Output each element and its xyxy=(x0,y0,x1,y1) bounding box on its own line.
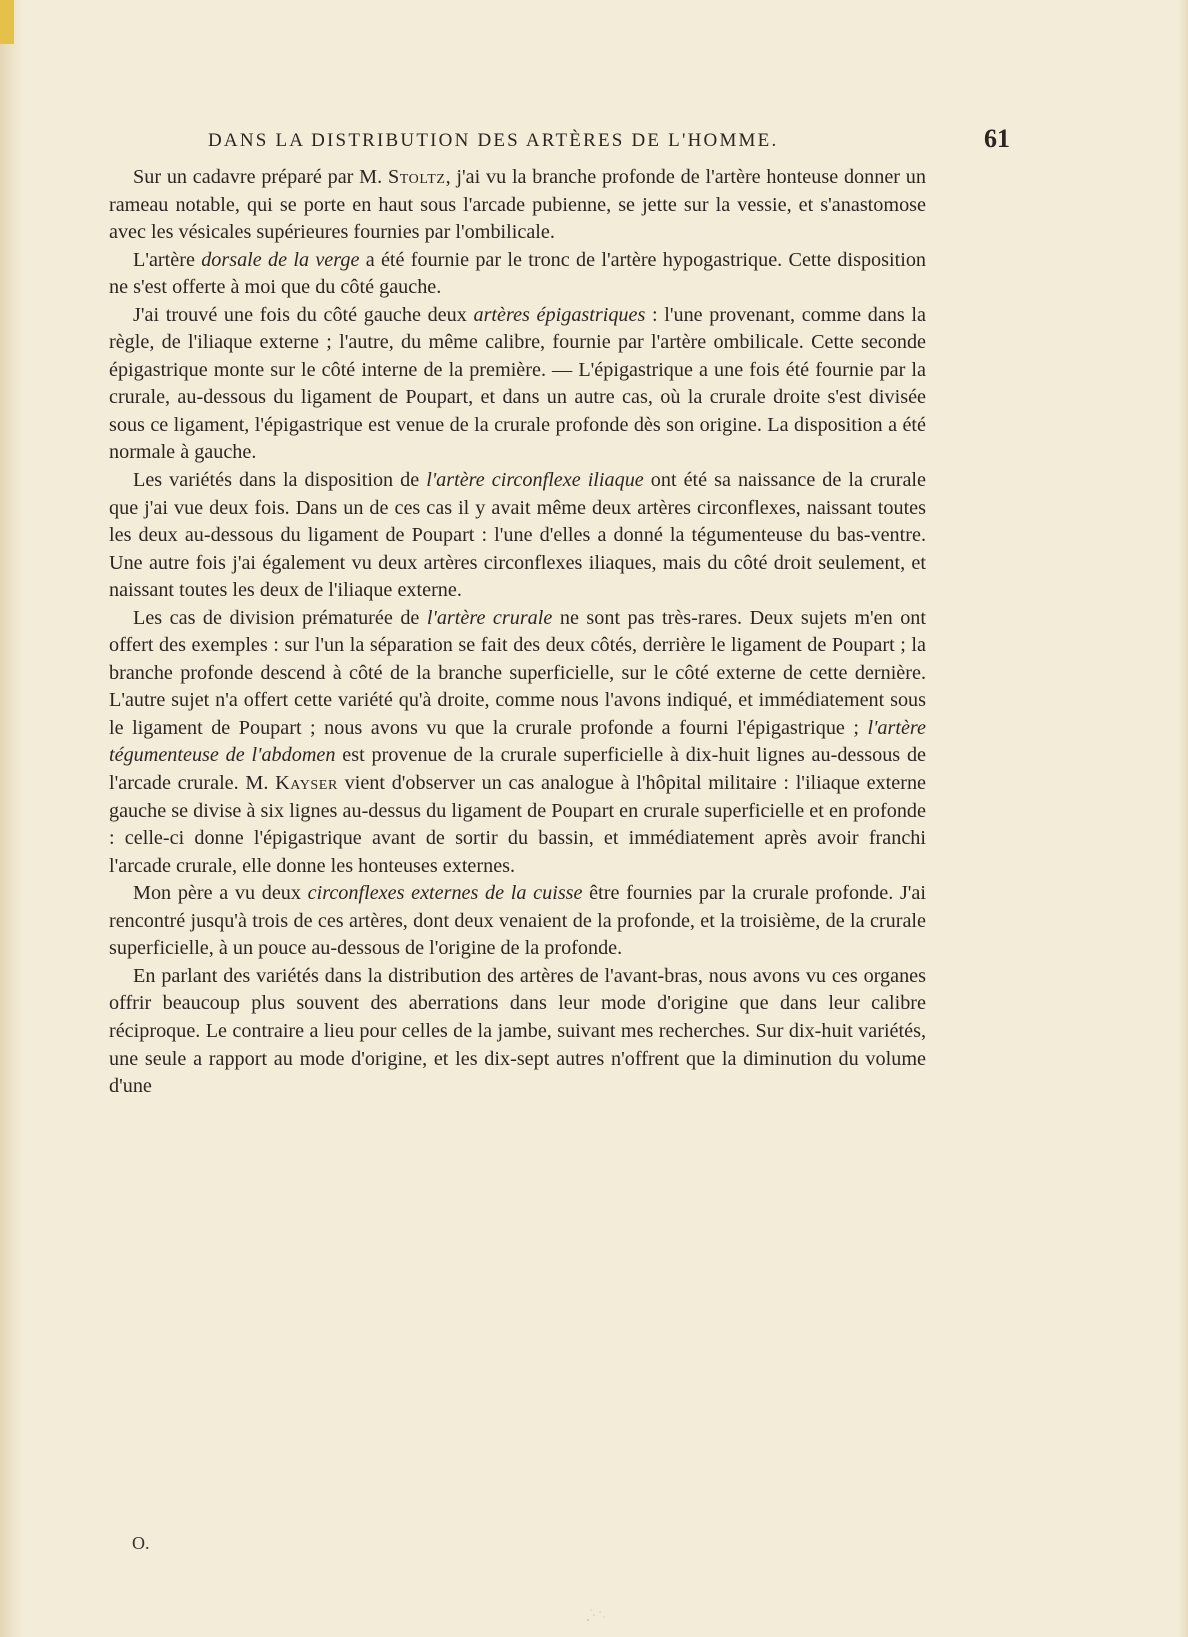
text-run: a été fournie par le tronc de l'artère hypogastrique. Cette disposition ne s'est offerte à moi que du côté gauche. xyxy=(109,248,927,299)
italic-term: l'artère tégumenteuse de l'abdomen xyxy=(109,716,926,767)
paragraph xyxy=(109,247,926,302)
paper-speck xyxy=(582,1606,612,1626)
text-run: Mon père a vu deux xyxy=(133,882,308,905)
text-run: : l'une provenant, comme dans la règle, de l'iliaque externe ; l'autre, du même calibre, fournie par l'artère ombilicale. Cette seconde épigastrique monte sur le côté interne de la première. — L'épigastrique a une fois été fournie par la crurale, au-dessous du ligament de Poupart, et dans un autre cas, où la crurale droite s'est divisée sous ce ligament, l'épigastrique est venue de la crurale profonde dès son origine. La disposition a été normale à gauche. xyxy=(109,303,926,464)
paragraph xyxy=(109,467,926,605)
text-run: est provenue de la crurale superficielle à dix-huit lignes au-dessous de l'arcade crurale. M. xyxy=(109,744,926,795)
text-run: Les cas de division prématurée de xyxy=(133,606,427,629)
author-name: Stoltz xyxy=(387,166,446,188)
paragraph xyxy=(109,605,926,880)
page-right-edge xyxy=(1178,0,1188,1637)
page-number: 61 xyxy=(984,124,1010,153)
italic-term: l'artère crurale xyxy=(426,606,553,629)
italic-term: circonflexes externes de la cuisse xyxy=(307,882,583,905)
text-run: En parlant des variétés dans la distribution des artères de l'avant-bras, nous avons vu ces organes offrir beaucoup plus souvent des aberrations dans leur mode d'origine que dans leur calibre réciproque. Le contraire a lieu pour celles de la jambe, suivant mes recherches. Sur dix-huit variétés, une seule a rapport au mode d'origine, et les dix-sept autres n'offrent que la diminution du volume d'une xyxy=(109,964,926,1098)
text-run: L'artère xyxy=(133,248,202,271)
paragraph xyxy=(109,164,926,247)
page-left-edge xyxy=(0,0,22,1637)
text-run: être fournies par la crurale profonde. J'ai rencontré jusqu'à trois de ces artères, dont deux venaient de la profonde, et la troisième, de la crurale superficielle, à un pouce au-dessous de l'origine de la profonde. xyxy=(109,882,927,960)
text-run: Sur un cadavre préparé par M. xyxy=(133,166,388,188)
text-run: , j'ai vu la branche profonde de l'artère honteuse donner un rameau notable, qui se porte en haut sous l'arcade pubienne, se jette sur la vessie, et s'anastomose avec les vésicales supérieures fournies par l'ombilicale. xyxy=(109,166,926,244)
corner-tab-mark xyxy=(0,0,14,44)
italic-term: artères épigastriques xyxy=(473,303,646,326)
text-run: Les variétés dans la disposition de xyxy=(133,469,427,492)
author-name: Kayser xyxy=(275,772,338,795)
italic-term: dorsale de la verge xyxy=(201,248,360,271)
signature-mark: O. xyxy=(132,1533,150,1553)
paragraph xyxy=(109,880,926,963)
paragraph xyxy=(109,963,926,1101)
italic-term: l'artère circonflexe iliaque xyxy=(426,469,644,492)
paragraph xyxy=(109,302,926,467)
text-run: vient d'observer un cas analogue à l'hôpital militaire : l'iliaque externe gauche se divise à six lignes au-dessus du ligament de Poupart en crurale superficielle et en profonde : celle-ci donne l'épigastrique avant de sortir du bassin, et immédiatement après avoir franchi l'arcade crurale, elle donne les honteuses externes. xyxy=(109,772,926,877)
body-text xyxy=(109,164,926,1101)
running-head: DANS LA DISTRIBUTION DES ARTÈRES DE L'HOMME. xyxy=(208,130,779,151)
text-run: ne sont pas très-rares. Deux sujets m'en ont offert des exemples : sur l'un la séparation se fait des deux côtés, derrière le ligament de Poupart ; la branche profonde descend à côté de la branche superficielle, sur le côté externe de cette dernière. L'autre sujet n'a offert cette variété qu'à droite, comme nous l'avons indiqué, et immédiatement sous le ligament de Poupart ; nous avons vu que la crurale profonde a fourni l'épigastrique ; xyxy=(109,606,927,739)
text-run: J'ai trouvé une fois du côté gauche deux xyxy=(133,303,474,326)
page-header xyxy=(200,126,1010,156)
text-run: ont été sa naissance de la crurale que j'ai vue deux fois. Dans un de ces cas il y avait même deux artères circonflexes, naissant toutes les deux au-dessous du ligament de Poupart : l'une d'elles a donné la tégumenteuse du bas-ventre. Une autre fois j'ai également vu deux artères circonflexes iliaques, mais du côté droit seulement, et naissant toutes les deux de l'iliaque externe. xyxy=(109,469,926,602)
